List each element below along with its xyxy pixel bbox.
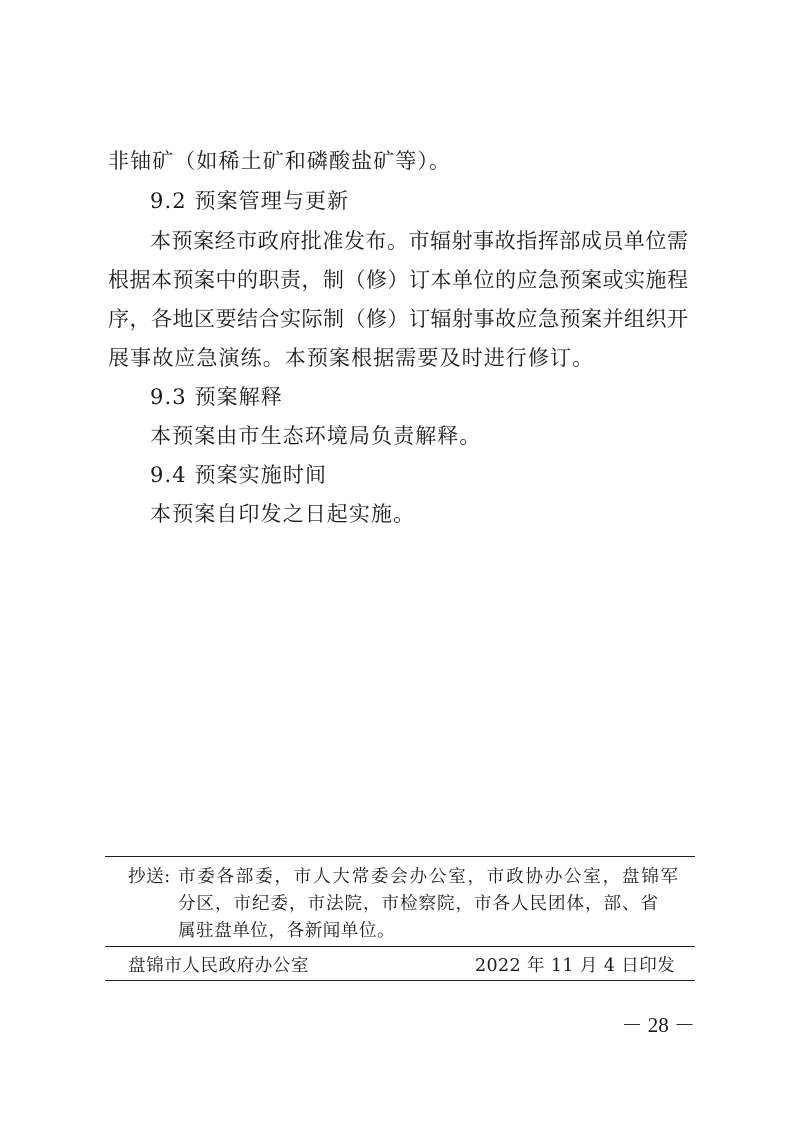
cc-line-2: 分区，市纪委，市法院，市检察院，市各人民团体，部、省	[178, 894, 658, 914]
paragraph-9-2-line-1: 本预案经市政府批准发布。市辐射事故指挥部成员单位需	[150, 229, 688, 253]
cc-line-1: 市委各部委，市人大常委会办公室，市政协办公室，盘锦军	[178, 867, 678, 887]
issue-date: 2022 年 11 月 4 日印发	[474, 956, 675, 976]
section-heading-9-3: 9.3 预案解释	[150, 385, 283, 409]
issuing-office: 盘锦市人民政府办公室	[128, 956, 309, 976]
paragraph-9-2-line-2: 根据本预案中的职责，制（修）订本单位的应急预案或实施程	[108, 268, 688, 292]
paragraph-9-2-line-4: 展事故应急演练。本预案根据需要及时进行修订。	[108, 346, 595, 370]
section-heading-9-2: 9.2 预案管理与更新	[150, 189, 350, 213]
cc-label: 抄送:	[128, 867, 171, 887]
paragraph-9-2-line-3: 序，各地区要结合实际制（修）订辐射事故应急预案并组织开	[108, 307, 688, 331]
cc-line-3: 属驻盘单位，各新闻单位。	[178, 921, 396, 941]
section-heading-9-4: 9.4 预案实施时间	[150, 463, 328, 487]
distribution-middle-rule	[105, 946, 695, 947]
distribution-top-rule	[105, 856, 695, 857]
page-number: － 28 －	[621, 1013, 695, 1037]
paragraph-9-3: 本预案由市生态环境局负责解释。	[150, 424, 482, 448]
distribution-bottom-rule	[105, 980, 695, 981]
paragraph-9-4: 本预案自印发之日起实施。	[150, 502, 416, 526]
body-line-continuation: 非铀矿（如稀土矿和磷酸盐矿等）。	[108, 149, 452, 173]
